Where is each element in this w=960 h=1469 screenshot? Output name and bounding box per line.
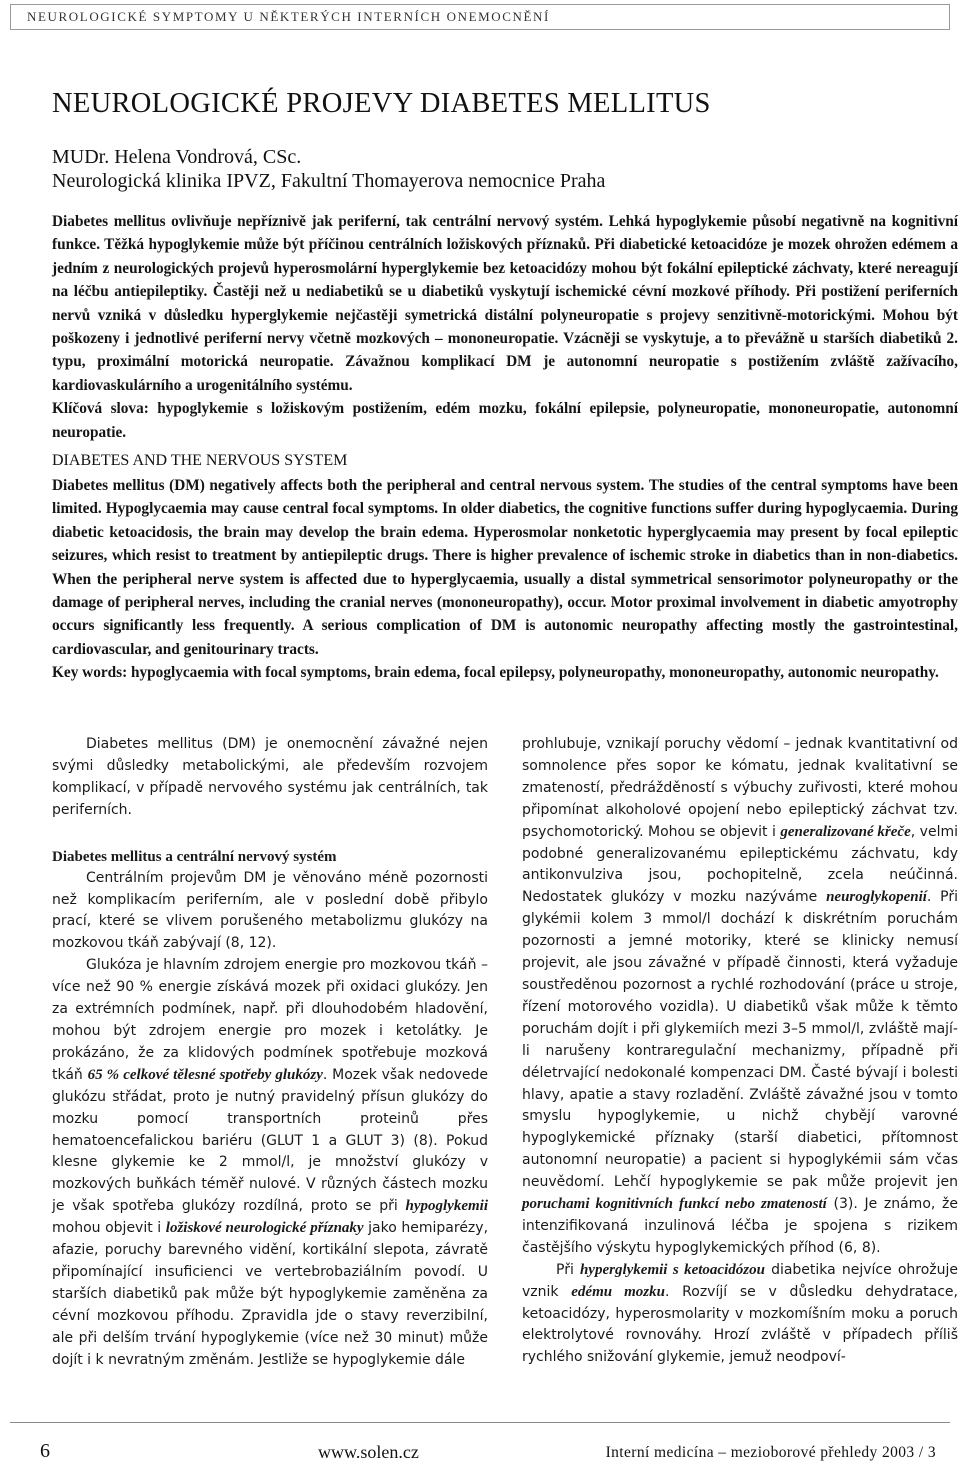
text-run: prohlubuje, vznikají poruchy vědomí – jednak kvantitativní od somnolence přes sopor ke kómatu, jednak kvalitativní se zmateností, předrážděností s výbuchy zuřivosti, které mohou připomínat alkoholové opojení nebo epileptický záchvat tzv. psychomotorický. Mohou se objevit i: [522, 736, 958, 840]
emphasis-text: 65 % celkové tělesné spotřeby glukózy: [87, 1066, 323, 1083]
text-run: . Mozek však nedovede glukózu střádat, proto je nutný pravidelný přísun glukózy do mozku pomocí transportních proteinů přes hematoencefalickou bariéru (GLUT 1 a GLUT 3) (8). Pokud klesne glykemie ke 2 mmol/l, je množství glukózy v mozkových buňkách téměř nulové. V různých částech mozku je však spotřeba glukózy rozdílná, proto se při: [52, 1066, 488, 1215]
text-run: Při: [556, 1261, 580, 1278]
emphasis-text: generalizované křeče: [780, 823, 911, 840]
abstract-english: [52, 474, 958, 685]
footer-divider: [10, 1422, 950, 1423]
intro-paragraph: Diabetes mellitus (DM) je onemocnění závažné nejen svými důsledky metabolickými, ale především rozvojem komplikací, v případě nervového systému jak centrálních, tak periferních.: [52, 736, 488, 818]
author-name: MUDr. Helena Vondrová, CSc.: [52, 146, 302, 168]
text-run: , velmi podobné generalizovanému epileptickému záchvatu, kdy antikonvulziva jsou, pochopitelně, zcela neúčinná. Nedostatek glukózy v mozku nazýváme: [522, 823, 958, 906]
publisher-url: www.solen.cz: [318, 1442, 419, 1462]
paragraph-hypoglycemia-continued: [522, 734, 958, 1260]
emphasis-text: ložiskové neurologické příznaky: [165, 1220, 364, 1237]
emphasis-text: poruchami kognitivních funkcí nebo zmateností: [522, 1196, 827, 1213]
abstract-czech: [52, 210, 958, 444]
abstract-czech-body: Diabetes mellitus ovlivňuje nepříznivě jak periferní, tak centrální nervový systém. Lehká hypoglykemie působí negativně na kognitivní funkce. Těžká hypoglykemie může být příčinou centrálních ložiskových příznaků. Při diabetické ketoacidóze je mozek ohrožen edémem a jedním z neurologických projevů hyperosmolární hyperglykemie bez ketoacidózy mohou být fokální epileptické záchvaty, které nereagují na léčbu antiepileptiky. Častěji než u nediabetiků se u diabetiků vyskytují ischemické cévní mozkové příhody. Při postižení periferních nervů vzniká v důsledku hyperglykemie nejčastěji symetrická distální polyneuropatie s projevy senzitivně-motorickými. Mohou být poškozeny i jednotlivé periferní nervy včetně mozkových – mononeuropatie. Vzácněji se vyskytuje, a to převážně u starších diabetiků 2. typu, proximální motorická neuropatie. Závažnou komplikací DM je autonomní neuropatie s postižením zvláště zažívacího, kardiovaskulárního a urogenitálního systému.: [52, 213, 958, 394]
text-run: (3). Je známo, že intenzifikovaná inzulinová léčba je spojena s rizikem častějšího výskytu hypoglykemických příhod (6, 8).: [522, 1196, 958, 1256]
text-run: jako hemiparézy, afazie, poruchy barevného vidění, kortikální slepota, závratě připomínající insuficienci ve vertebrobaziálním povodí. U starších diabetiků pak může být hypoglykemie zaměněna za cévní mozkovou příhodu. Zpravidla jde o stavy reverzibilní, ale při delším trvání hypoglykemie (více než 30 minut) může dojít i k nevratným změnám. Jestliže se hypoglykemie dále: [52, 1220, 489, 1368]
right-column: [522, 734, 958, 1369]
text-run: diabetika nejvíce ohrožuje vznik: [522, 1261, 959, 1300]
article-title: NEUROLOGICKÉ PROJEVY DIABETES MELLITUS: [52, 88, 711, 119]
text-run: Glukóza je hlavním zdrojem energie pro mozkovou tkáň – více než 90 % energie získává mozek při oxidaci glukózy. Jen za extrémních podmínek, např. při dlouhodobém hladovění, mohou být zdrojem energie pro mozek i ketolátky. Je prokázáno, že za klidových podmínek spotřebuje mozková tkáň: [52, 957, 488, 1083]
running-head: NEUROLOGICKÉ SYMPTOMY U NĚKTERÝCH INTERNÍCH ONEMOCNĚNÍ: [10, 4, 950, 30]
paragraph-cns-intro: Centrálním projevům DM je věnováno méně pozornosti než komplikacím periferním, ale v poslední době přibylo prací, které se vlivem porušeného metabolizmu glukózy na mozkovou tkáň zabývají (8, 12).: [52, 869, 488, 952]
abstract-english-heading: DIABETES AND THE NERVOUS SYSTEM: [52, 452, 348, 469]
abstract-english-keywords: Key words: hypoglycaemia with focal symptoms, brain edema, focal epilepsy, polyneuropathy, mononeuropathy, autonomic neuropathy.: [52, 664, 939, 682]
abstract-czech-keywords: Klíčová slova: hypoglykemie s ložiskovým postižením, edém mozku, fokální epilepsie, polyneuropatie, mononeuropatie, autonomní neuropatie.: [52, 400, 958, 441]
emphasis-text: edému mozku: [571, 1283, 665, 1300]
left-column: [52, 734, 488, 1371]
text-run: mohou objevit i: [52, 1220, 166, 1237]
text-run: . Při glykémii kolem 3 mmol/l dochází k diskrétním poruchám pozornosti a jemné motoriky, které se klinicky nemusí projevit, ale jsou závažné v případě činnosti, která vyžaduje soustředěnou pozornost a rychlé rozhodování (práce u stroje, řízení motorového vozidla). U diabetiků však může k těmto poruchám dojít i při glykemiích mezi 3–5 mmol/l, zvláště mají-li narušeny kontraregulační mechanizmy, případně při déletrvající nedokonalé kompenzaci DM. Časté bývají i bolesti hlavy, apatie a stavy rozladění. Zvláště závažné jsou v tomto smyslu hypoglykemie, u nichž chybějí varovné hypoglykemické příznaky (starší diabetici, přítomnost autonomní neuropatie) a pacient si hypoglykémii sám včas neuvědomí. Lehčí hypoglykemie se pak může projevit jen: [522, 889, 958, 1191]
section-heading: Diabetes mellitus a centrální nervový systém: [52, 848, 337, 865]
emphasis-text: hypoglykemii: [405, 1198, 488, 1215]
page-number: 6: [40, 1440, 50, 1462]
text-run: . Rozvíjí se v důsledku dehydratace, ketoacidózy, hyperosmolarity v mozkomíšním moku a poruch elektrolytové rovnováhy. Hrozí zvláště v případech příliš rychlého snižování glykemie, jemuž neodpoví-: [522, 1283, 958, 1366]
emphasis-text: neuroglykopenií: [826, 889, 927, 906]
journal-citation: Interní medicína – mezioborové přehledy 2003 / 3: [605, 1444, 936, 1461]
paragraph-hyperglycemia: [522, 1260, 958, 1370]
abstract-english-body: Diabetes mellitus (DM) negatively affects both the peripheral and central nervous system. The studies of the central symptoms have been limited. Hypoglycaemia may cause central focal symptoms. In older diabetics, the cognitive functions suffer during hypoglycaemia. During diabetic ketoacidosis, the brain may develop the brain edema. Hyperosmolar nonketotic hyperglycaemia may present by focal epileptic seizures, which resist to treatment by antiepileptic drugs. There is higher prevalence of ischemic stroke in diabetics than in non-diabetics. When the peripheral nerve system is affected due to hyperglycaemia, usually a distal symmetrical sensorimotor polyneuropathy or the damage of peripheral nerves, including the cranial nerves (mononeuropathy), occur. Motor proximal involvement in diabetic amyotrophy occurs significantly less frequently. A serious complication of DM is autonomic neuropathy affecting mostly the gastrointestinal, cardiovascular, and genitourinary tracts.: [52, 477, 958, 658]
emphasis-text: hyperglykemii s ketoacidózou: [579, 1261, 765, 1278]
author-affiliation: Neurologická klinika IPVZ, Fakultní Thomayerova nemocnice Praha: [52, 170, 606, 192]
paragraph-glucose: [52, 955, 488, 1371]
